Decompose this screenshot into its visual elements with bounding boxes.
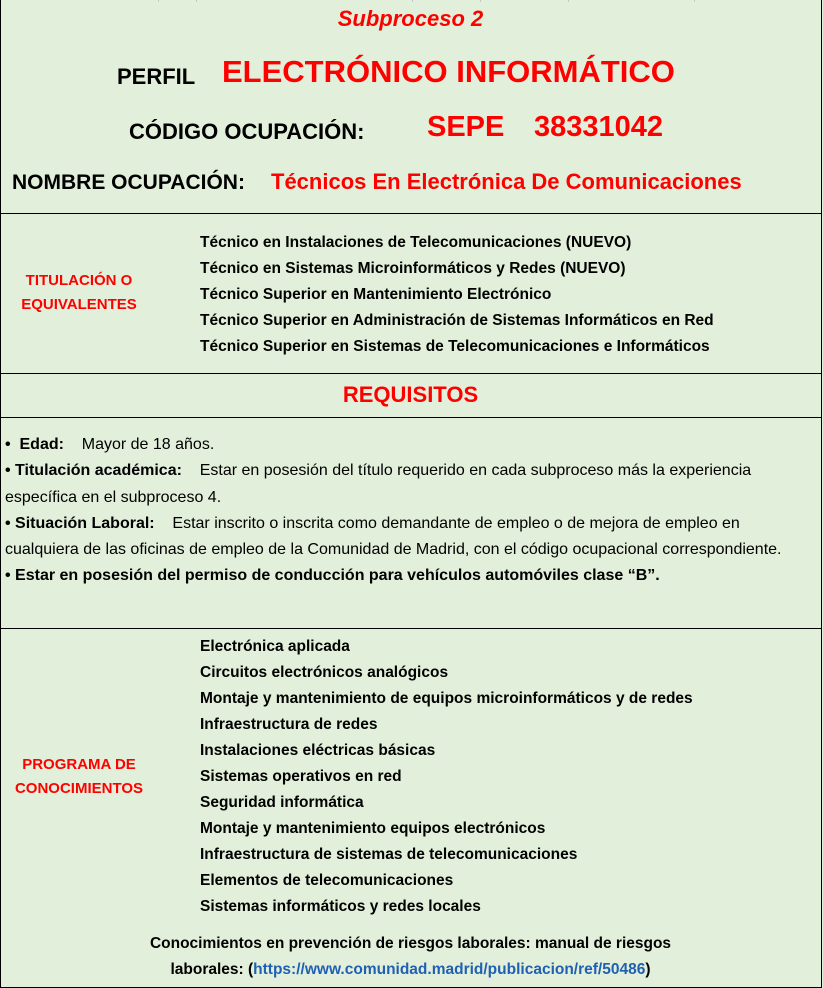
programa-item: Infraestructura de redes [200, 716, 378, 733]
programa-item: Elementos de telecomunicaciones [200, 872, 454, 889]
requisito-titulacion: • Titulación académica: Estar en posesión del título requerido en cada subproceso más la experiencia específica en el subproceso 4. [5, 462, 752, 506]
edad-label: Edad: [19, 436, 64, 453]
nombre-value: Técnicos En Electrónica De Comunicaciones [271, 169, 742, 194]
requisitos-title: REQUISITOS [342, 382, 479, 407]
requisito-situacion: • Situación Laboral: Estar inscrito o inscrita como demandante de empleo o de mejora de empleo en cualquiera de las oficinas de empleo de la Comunidad de Madrid, con el código ocupacional correspondiente. [5, 514, 782, 559]
programa-item: Electrónica aplicada [200, 638, 350, 655]
programa-label-line2: CONOCIMIENTOS [14, 780, 144, 797]
titulacion-label-line1: TITULACIÓN O [25, 272, 133, 289]
titulacion-item: Técnico Superior en Mantenimiento Electrónico [200, 286, 552, 303]
requisito-permiso: • Estar en posesión del permiso de conducción para vehículos automóviles clase “B”. [5, 567, 660, 585]
perfil-label: PERFIL [117, 64, 196, 89]
titulacion-item: Técnico en Instalaciones de Telecomunicaciones (NUEVO) [200, 234, 632, 251]
situacion-laboral-label: Situación Laboral: [15, 514, 155, 532]
manual-riesgos-link[interactable]: https://www.comunidad.madrid/publicacion/ref/50486 [253, 961, 646, 978]
permiso-text: Estar en posesión del permiso de conducción para vehículos automóviles clase “B”. [15, 567, 660, 585]
titulacion-item: Técnico Superior en Administración de Sistemas Informáticos en Red [200, 312, 714, 329]
programa-item: Sistemas operativos en red [200, 768, 402, 785]
note-suffix: ) [645, 961, 651, 978]
titulacion-item: Técnico Superior en Sistemas de Telecomunicaciones e Informáticos [200, 338, 710, 355]
requisitos-header [0, 373, 821, 417]
programa-item: Montaje y mantenimiento de equipos microinformáticos y de redes [200, 690, 693, 707]
titulacion-label [0, 269, 158, 317]
situacion-laboral-text: Estar inscrito o inscrita como demandante de empleo o de mejora de empleo en cualquiera de las oficinas de empleo de la Comunidad de Madrid, con el código ocupacional correspondiente. [5, 514, 782, 559]
programa-section [0, 628, 821, 988]
titulacion-item: Técnico en Sistemas Microinformáticos y Redes (NUEVO) [200, 260, 626, 277]
requisitos-body [0, 417, 821, 628]
prevencion-note-line1: Conocimientos en prevención de riesgos laborales: manual de riesgos [149, 935, 672, 952]
edad-text: Mayor de 18 años. [81, 436, 215, 453]
programa-item: Sistemas informáticos y redes locales [200, 898, 481, 915]
prevencion-note-line2 [0, 957, 821, 983]
titulacion-section [0, 213, 821, 373]
codigo-value: 38331042 [534, 111, 664, 143]
note-prefix: laborales: ( [170, 961, 254, 978]
titulacion-list [200, 230, 714, 360]
nombre-label: NOMBRE OCUPACIÓN: [12, 171, 245, 194]
codigo-label: CÓDIGO OCUPACIÓN: [129, 119, 365, 144]
header-section [0, 0, 821, 213]
perfil-value: ELECTRÓNICO INFORMÁTICO [222, 54, 675, 89]
programa-item: Montaje y mantenimiento equipos electrónicos [200, 820, 546, 837]
programa-list [200, 634, 693, 920]
codigo-org: SEPE [427, 111, 505, 143]
titulacion-academica-label: Titulación académica: [15, 462, 182, 480]
programa-item: Circuitos electrónicos analógicos [200, 664, 449, 681]
subproceso-title: Subproceso 2 [337, 6, 484, 31]
requisitos-paragraphs [5, 432, 810, 590]
titulacion-academica-text: Estar en posesión del título requerido en cada subproceso más la experiencia específica en el subproceso 4. [5, 462, 752, 506]
requisito-edad: • Edad: Mayor de 18 años. [5, 436, 215, 453]
programa-item: Instalaciones eléctricas básicas [200, 742, 436, 759]
programa-label-line1: PROGRAMA DE [22, 756, 136, 773]
titulacion-label-line2: EQUIVALENTES [21, 296, 137, 313]
programa-label [0, 753, 158, 801]
programa-item: Seguridad informática [200, 794, 364, 811]
programa-item: Infraestructura de sistemas de telecomunicaciones [200, 846, 578, 863]
prevencion-note [0, 931, 821, 983]
